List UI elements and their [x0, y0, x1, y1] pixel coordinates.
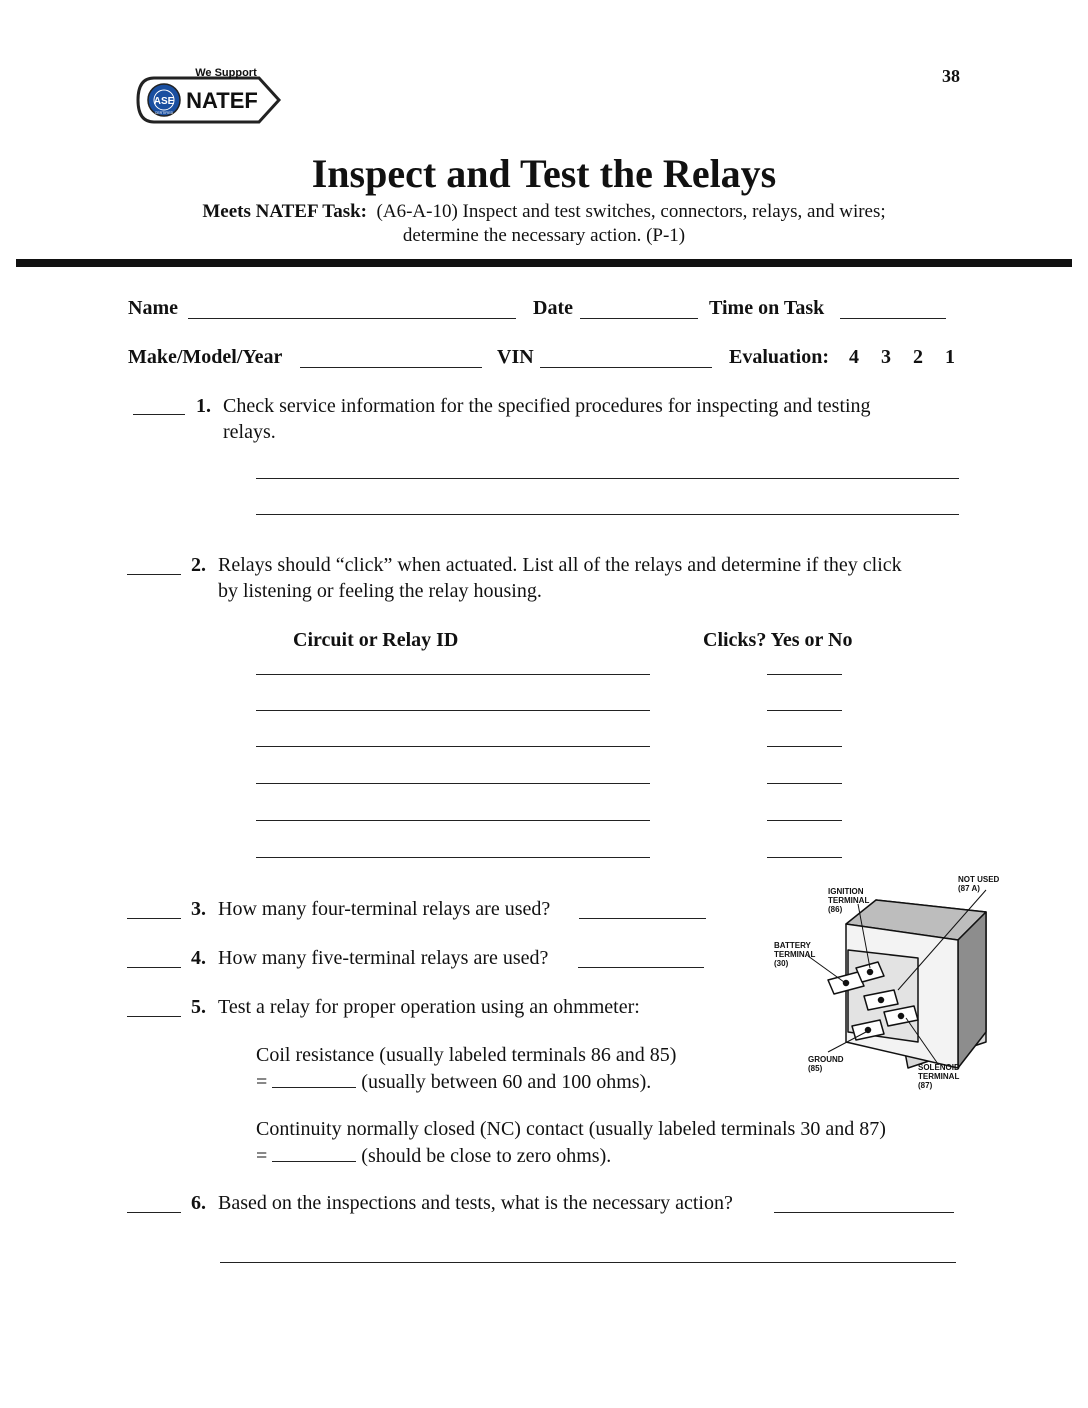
coil-resistance-answer — [256, 1069, 651, 1094]
step-6-number: 6. — [191, 1192, 206, 1214]
evaluation-score-3[interactable]: 3 — [881, 346, 892, 368]
logo-top-text: We Support — [195, 67, 257, 79]
step-5-text: Test a relay for proper operation using an ohmmeter: — [218, 996, 640, 1018]
step-3-number: 3. — [191, 898, 206, 920]
date-label: Date — [533, 297, 573, 319]
step-4-number: 4. — [191, 947, 206, 969]
step-1-text: Check service information for the specified procedures for inspecting and testing — [223, 395, 871, 417]
logo-badge-sub: CERTIFIED — [154, 111, 174, 115]
relay-id-line[interactable] — [256, 857, 650, 858]
vin-field[interactable] — [540, 367, 712, 368]
coil-resistance-blank[interactable] — [272, 1069, 356, 1088]
step-4-text: How many five-terminal relays are used? — [218, 947, 549, 969]
clicks-header: Clicks? Yes or No — [703, 629, 853, 651]
vin-label: VIN — [497, 346, 534, 368]
step-4-check-blank[interactable] — [127, 967, 181, 968]
relay-id-line[interactable] — [256, 820, 650, 821]
step-3-check-blank[interactable] — [127, 918, 181, 919]
continuity-blank[interactable] — [272, 1143, 356, 1162]
date-field[interactable] — [580, 318, 698, 319]
relay-clicks-line[interactable] — [767, 783, 842, 784]
label-ground-num: (85) — [808, 1064, 823, 1073]
relay-id-line[interactable] — [256, 674, 650, 675]
relay-clicks-line[interactable] — [767, 820, 842, 821]
label-solenoid: SOLENOID — [918, 1063, 960, 1072]
step-6-answer-line-2[interactable] — [220, 1262, 956, 1263]
name-label: Name — [128, 297, 178, 319]
relay-id-header: Circuit or Relay ID — [293, 629, 459, 651]
step-5-number: 5. — [191, 996, 206, 1018]
time-on-task-field[interactable] — [840, 318, 946, 319]
page-number: 38 — [942, 66, 960, 86]
label-ignition: IGNITION — [828, 887, 864, 896]
evaluation-score-4[interactable]: 4 — [849, 346, 860, 368]
step-2-number: 2. — [191, 554, 206, 576]
ase-natef-logo — [134, 60, 294, 140]
name-field[interactable] — [188, 318, 516, 319]
evaluation-score-1[interactable]: 1 — [945, 346, 956, 368]
relay-clicks-line[interactable] — [767, 857, 842, 858]
relay-clicks-line[interactable] — [767, 674, 842, 675]
relay-id-line[interactable] — [256, 783, 650, 784]
label-ignition-num: (86) — [828, 905, 843, 914]
relay-clicks-line[interactable] — [767, 710, 842, 711]
continuity-text: Continuity normally closed (NC) contact (usually labeled terminals 30 and 87) — [256, 1118, 886, 1140]
task-description — [0, 200, 1088, 248]
relay-id-line[interactable] — [256, 710, 650, 711]
continuity-answer — [256, 1143, 611, 1168]
label-not-used: NOT USED — [958, 875, 1000, 884]
make-model-year-field[interactable] — [300, 367, 482, 368]
header-divider — [16, 259, 1072, 267]
label-not-used-num: (87 A) — [958, 884, 980, 893]
step-4-answer-line[interactable] — [578, 967, 704, 968]
label-battery-2: TERMINAL — [774, 950, 816, 959]
relay-id-line[interactable] — [256, 746, 650, 747]
step-3-text: How many four-terminal relays are used? — [218, 898, 551, 920]
step-2-check-blank[interactable] — [127, 574, 181, 575]
time-on-task-label: Time on Task — [709, 297, 825, 319]
step-5-check-blank[interactable] — [127, 1016, 181, 1017]
continuity-equals: = — [256, 1145, 268, 1167]
task-line-1: (A6-A-10) Inspect and test switches, connectors, relays, and wires; — [376, 201, 886, 222]
label-ignition-2: TERMINAL — [828, 896, 870, 905]
evaluation-text: Evaluation: — [729, 346, 830, 368]
label-battery-num: (30) — [774, 959, 789, 968]
step-2-text: Relays should “click” when actuated. List all of the relays and determine if they click — [218, 554, 902, 576]
step-1-number: 1. — [196, 395, 211, 417]
logo-main-text: NATEF — [186, 88, 258, 113]
step-1-answer-line[interactable] — [256, 478, 959, 479]
evaluation-label — [729, 345, 966, 369]
continuity-range-text: (should be close to zero ohms). — [361, 1145, 612, 1167]
label-solenoid-num: (87) — [918, 1081, 933, 1090]
step-1-check-blank[interactable] — [133, 414, 185, 415]
label-battery: BATTERY — [774, 941, 811, 950]
step-2-text-cont: by listening or feeling the relay housing. — [218, 580, 542, 602]
make-model-year-label: Make/Model/Year — [128, 346, 283, 368]
step-6-check-blank[interactable] — [127, 1212, 181, 1213]
coil-resistance-text: Coil resistance (usually labeled terminals 86 and 85) — [256, 1044, 677, 1066]
step-3-answer-line[interactable] — [579, 918, 706, 919]
step-6-answer-line[interactable] — [774, 1212, 954, 1213]
coil-range-text: (usually between 60 and 100 ohms). — [361, 1071, 652, 1093]
page-title: Inspect and Test the Relays — [311, 151, 777, 196]
coil-equals: = — [256, 1071, 268, 1093]
label-solenoid-2: TERMINAL — [918, 1072, 960, 1081]
task-line-2: determine the necessary action. (P-1) — [402, 225, 686, 246]
evaluation-score-2[interactable]: 2 — [913, 346, 924, 368]
step-6-text: Based on the inspections and tests, what is the necessary action? — [218, 1192, 733, 1214]
relay-clicks-line[interactable] — [767, 746, 842, 747]
step-1-answer-line[interactable] — [256, 514, 959, 515]
relay-diagram — [768, 872, 1008, 1092]
step-1-text-cont: relays. — [223, 421, 276, 443]
task-label: Meets NATEF Task: — [202, 201, 368, 222]
logo-badge-text: ASE — [153, 96, 175, 107]
label-ground: GROUND — [808, 1055, 844, 1064]
